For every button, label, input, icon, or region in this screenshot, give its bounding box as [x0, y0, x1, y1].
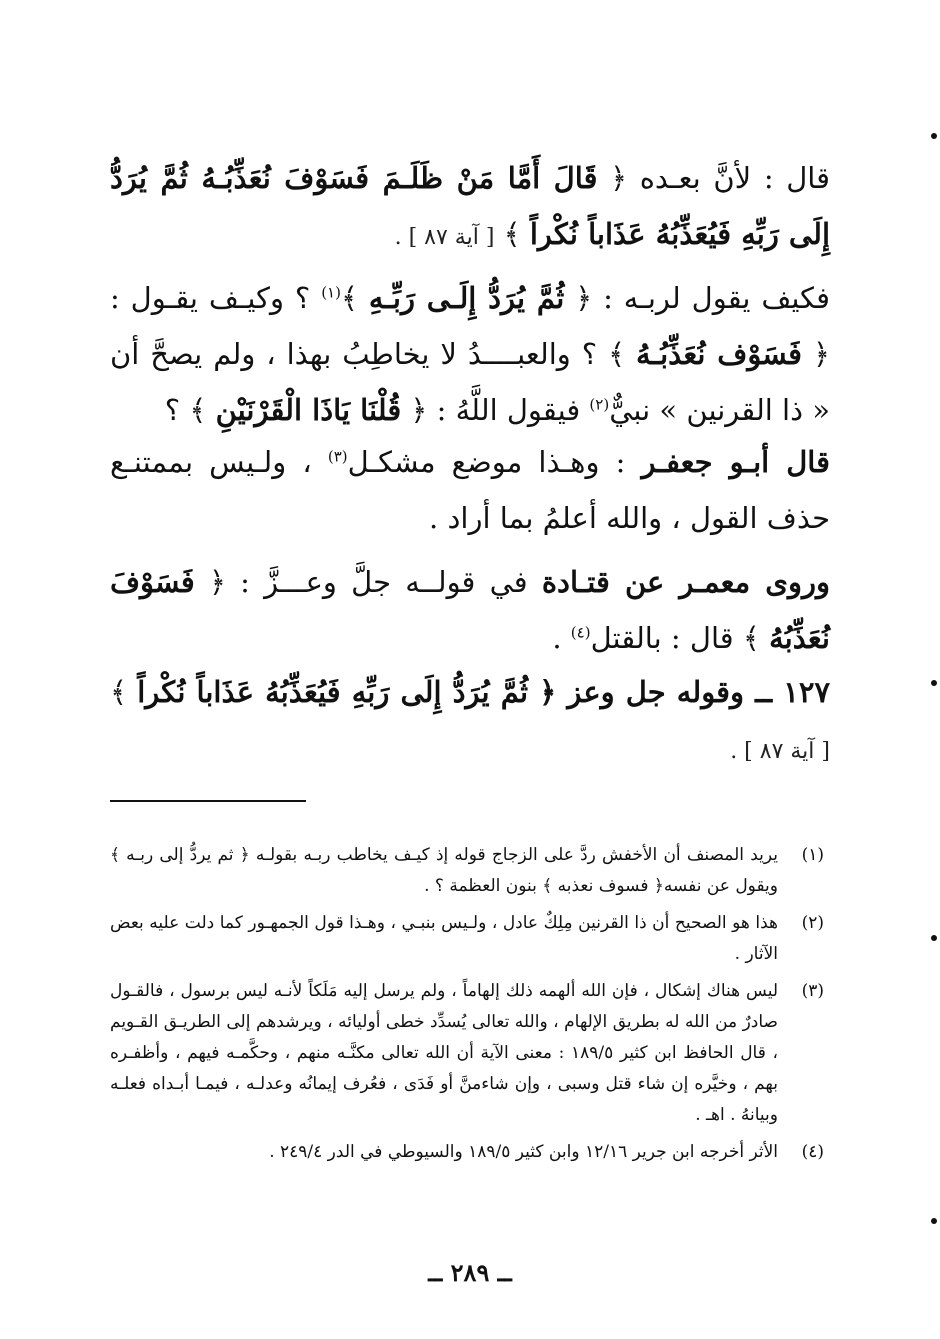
text: ﴾: [110, 675, 138, 709]
speaker-name: قال أبـو جعفـر: [641, 445, 831, 479]
footnote-number: (٢): [801, 913, 824, 933]
quran-verse: قَالَ أَمَّا مَنْ ظَلَـمَ فَسَوْفَ نُعَذِّبُـهُ ثُمَّ يُرَدُّ إِلَى رَبِّهِ فَيُعَذِّبُهُ عَذَاباً نُكْراً: [110, 161, 830, 251]
text: ﴾: [340, 281, 369, 315]
text: ؟ وكيـف يقـول : ﴿: [110, 281, 830, 371]
quran-verse: فَسَوْف نُعَذِّبُـهُ: [636, 337, 803, 371]
margin-mark: [931, 935, 937, 941]
text: : وهـذا موضع مشكـل: [347, 445, 642, 479]
footnote-text: الأثر أخرجه ابن جرير ١٢/١٦ وابن كثير ١٨٩/٥ والسيوطي في الدر ٢٤٩/٤ .: [269, 1142, 778, 1162]
margin-mark: [931, 680, 937, 686]
footnote-ref: (٤): [570, 623, 591, 642]
quran-verse: فَسَوْفَ نُعَذِّبُهُ: [110, 565, 830, 655]
verse-reference: [ آية ٨٧ ] .: [730, 739, 830, 764]
text: فكيف يقول لربـه : ﴿: [564, 281, 831, 315]
footnote: [110, 976, 830, 1131]
paragraph-4: [110, 554, 830, 666]
text: ﴾ ؟ والعبــــدُ لا يخاطِبُ بهذا ، ولم يصحَّ أن « ذا القرنين » نبيٌّ: [110, 337, 830, 427]
footnote-text: ليس هناك إشكال ، فإن الله ألهمه ذلك إلهاماً ، ولم يرسل إليه مَلَكاً لأنـه ليس برسول ، فالقـول صادرٌ من الله له بطريق الإلهام ، والله تعالى يُسدِّد خطى أوليائه ، ويرشدهم إلى الطريـق القـويم ، قال الحافظ ابن كثير ١٨٩/٥ : معنى الآية أن الله تعالى مكنَّـه منهم ، وحكَّمـه فيهم ، وأظفـره بهم ، وخيَّره إن شاء قتل وسبى ، وإن شاءمنَّ أو فَدَى ، فعُرف إيمانُه وعدلـه ، فيمـا أبـداه فعلـه وبيانهُ . اهـ .: [110, 981, 778, 1125]
verse-reference: [ آية ٨٧ ] .: [394, 225, 495, 250]
footnote-ref: (٣): [327, 447, 348, 466]
text: في قولــه جلَّ وعـــزَّ : ﴿: [194, 565, 542, 599]
text: فيقول اللَّهُ : ﴿: [401, 393, 590, 427]
footnotes: [110, 840, 830, 1174]
footnote: [110, 908, 830, 970]
footnote-ref: (١): [321, 283, 341, 302]
text: قال : لأنَّ بعـده ﴿: [597, 161, 830, 195]
footnote-ref: (٢): [589, 395, 610, 414]
paragraph-1: [110, 150, 830, 266]
footnote: [110, 1137, 830, 1168]
quran-verse: ثُمَّ يُرَدُّ إِلَى رَبِّهِ فَيُعَذِّبُهُ عَذَاباً نُكْراً: [137, 675, 529, 709]
footnote-number: (١): [801, 845, 824, 865]
section-number: ١٢٧ ــ: [755, 675, 831, 709]
text: .: [552, 621, 571, 655]
footnote-number: (٣): [801, 981, 824, 1001]
text: ﴾: [494, 217, 530, 251]
footnote-divider: [110, 800, 306, 802]
page-number: ــ ٢٨٩ ــ: [428, 1258, 512, 1287]
quran-verse: قُلْنَا يَاذَا الْقَرْنَيْنِ: [215, 393, 402, 427]
footnote-number: (٤): [801, 1142, 824, 1162]
quran-verse: ثُمَّ يُرَدُّ إِلَـى رَبِّـهِ: [368, 281, 565, 315]
paragraph-5: [110, 664, 830, 780]
paragraph-3: [110, 434, 830, 546]
margin-mark: [931, 133, 937, 139]
margin-mark: [931, 1218, 937, 1224]
page: [110, 0, 830, 1339]
paragraph-2: [110, 270, 830, 438]
text: ﴾ قال : بالقتل: [590, 621, 770, 655]
text: ﴾ ؟: [164, 393, 216, 427]
footnote-text: هذا هو الصحيح أن ذا القرنين مِلِكٌ عادل ، ولـيس بنبـي ، وهـذا قول الجمهـور كما دلت عليه بعض الآثار .: [110, 913, 778, 964]
text: ، ولـيس بممتنـع حذف القول ، والله أعلمُ بما أراد .: [110, 445, 830, 535]
footnote-text: يريد المصنف أن الأخفش ردَّ على الزجاج قوله إذ كيـف يخاطب ربـه بقولـه ﴿ ثم يردُّ إلى ربـه ﴾ ويقول عن نفسه﴿ فسوف نعذبه ﴾ بنون العظمة ؟ .: [110, 845, 778, 896]
text: وقوله جل وعز ﴿: [528, 675, 756, 709]
narrator-chain: وروى معمـر عن قتـادة: [541, 565, 830, 599]
footnote: [110, 840, 830, 902]
